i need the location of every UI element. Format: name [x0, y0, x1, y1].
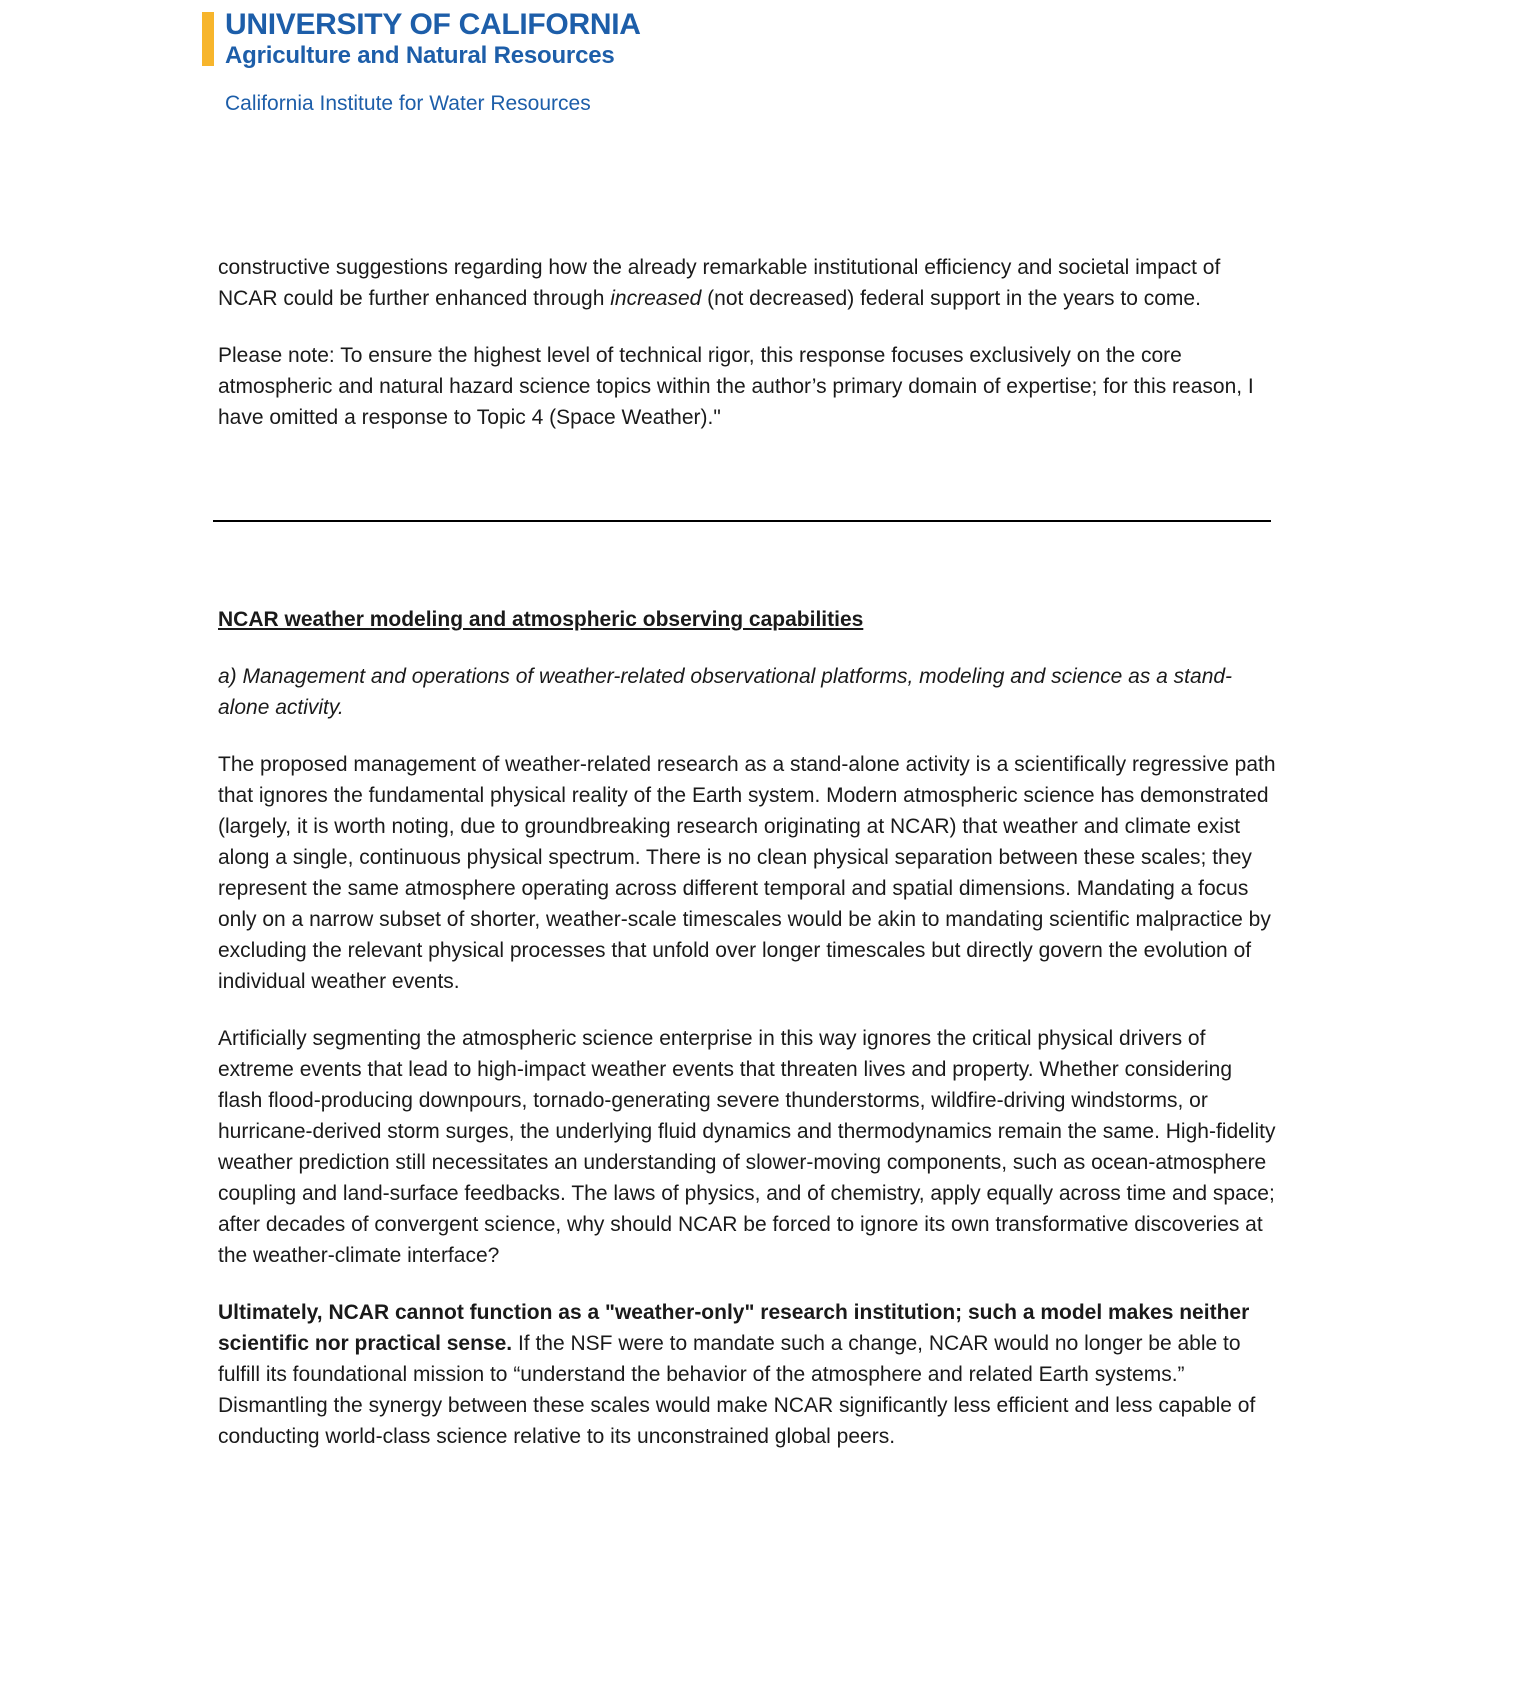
section-weather-modeling [218, 604, 1276, 1478]
division-name: Agriculture and Natural Resources [225, 42, 615, 69]
section-heading: NCAR weather modeling and atmospheric observing capabilities [218, 608, 864, 631]
institute-name: California Institute for Water Resources [225, 92, 591, 115]
section-p3-bold: Ultimately, NCAR cannot function as a "weather-only" research institution; such a model makes neither scientific nor practical sense. [218, 1301, 1250, 1355]
section-paragraph-1: The proposed management of weather-related research as a stand-alone activity is a scientifically regressive path that ignores the fundamental physical reality of the Earth system. Modern atmospheric science has demonstrated (largely, it is worth noting, due to groundbreaking research originating at NCAR) that weather and climate exist along a single, continuous physical spectrum. There is no clean physical separation between these scales; they represent the same atmosphere operating across different temporal and spatial dimensions. Mandating a focus only on a narrow subset of shorter, weather-scale timescales would be akin to mandating scientific malpractice by excluding the relevant physical processes that unfold over longer timescales but directly govern the evolution of individual weather events. [218, 753, 1276, 993]
intro-p1-end: (not decreased) federal support in the years to come. [701, 287, 1201, 310]
university-name: UNIVERSITY OF CALIFORNIA [225, 8, 641, 41]
section-p3-rest: If the NSF were to mandate such a change, NCAR would no longer be able to fulfill its foundational mission to “understand the behavior of the atmosphere and related Earth systems.” Dismantling the synergy between these scales would make NCAR significantly less efficient and less capable of conducting world-class science relative to its unconstrained global peers. [218, 1332, 1256, 1448]
section-paragraph-3 [218, 1297, 1276, 1452]
section-subheading: a) Management and operations of weather-related observational platforms, modeling and science as a stand-alone activity. [218, 665, 1233, 719]
horizontal-divider [213, 520, 1271, 522]
intro-paragraph-2: Please note: To ensure the highest level of technical rigor, this response focuses exclusively on the core atmospheric and natural hazard science topics within the author’s primary domain of expertise; for this reason, I have omitted a response to Topic 4 (Space Weather)." [218, 344, 1254, 429]
intro-p1-emphasis: increased [610, 287, 702, 310]
section-paragraph-2: Artificially segmenting the atmospheric science enterprise in this way ignores the critical physical drivers of extreme events that lead to high-impact weather events that threaten lives and property. Whether considering flash flood-producing downpours, tornado-generating severe thunderstorms, wildfire-driving windstorms, or hurricane-derived storm surges, the underlying fluid dynamics and thermodynamics remain the same. High-fidelity weather prediction still necessitates an understanding of slower-moving components, such as ocean-atmosphere coupling and land-surface feedbacks. The laws of physics, and of chemistry, apply equally across time and space; after decades of convergent science, why should NCAR be forced to ignore its own transformative discoveries at the weather-climate interface? [218, 1027, 1276, 1267]
intro-p1-start: constructive suggestions regarding how the already remarkable institutional efficiency and societal impact of NCAR could be further enhanced through [218, 256, 1221, 310]
letterhead-accent-bar [202, 12, 214, 66]
intro-paragraph-1 [218, 252, 1276, 314]
intro-text [218, 252, 1276, 459]
